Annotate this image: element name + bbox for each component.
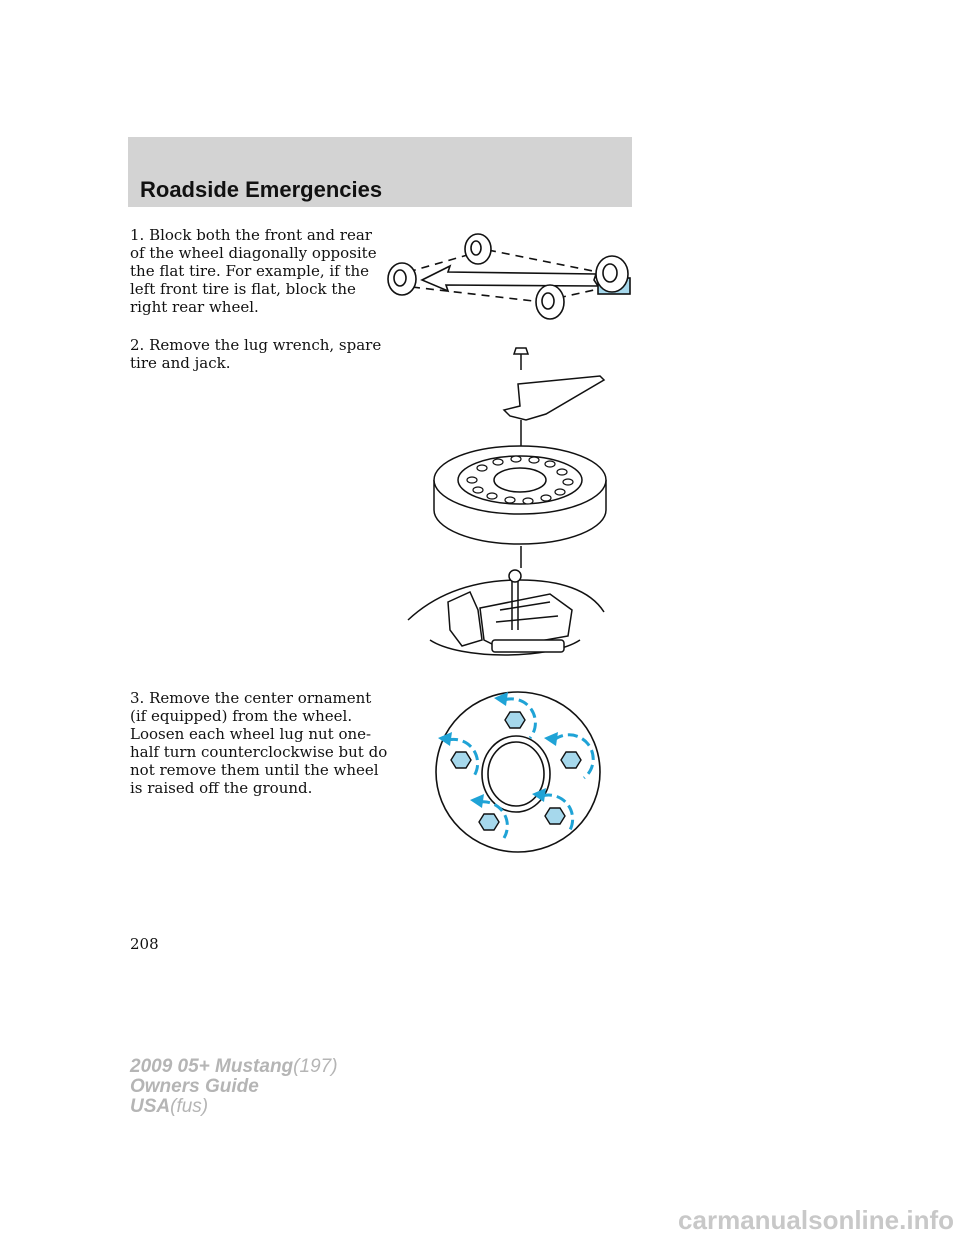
- footer-model: 2009 05+ Mustang: [130, 1056, 294, 1077]
- footer-market: USA: [130, 1096, 171, 1117]
- wheel-lug-nut-illustration: [434, 690, 606, 854]
- step-1-text: 1. Block both the front and rear of the wheel diagonally opposite the flat tire. For example, if the left front tire is flat, block the right rear wheel.: [130, 226, 377, 316]
- footer-guide: Owners Guide: [130, 1076, 259, 1097]
- spare-tire-jack-illustration: [400, 340, 612, 670]
- watermark: carmanualsonline.info: [678, 1205, 954, 1235]
- footer-line-3: [130, 1097, 338, 1117]
- page-number: 208: [130, 935, 159, 953]
- section-header: [128, 137, 632, 207]
- footer-line-2: [130, 1077, 338, 1097]
- document-footer: [130, 1057, 338, 1117]
- step-2-text: 2. Remove the lug wrench, spare tire and jack.: [130, 336, 382, 372]
- footer-line-1: [130, 1057, 338, 1077]
- step-3-text: 3. Remove the center ornament (if equipped) from the wheel. Loosen each wheel lug nut one-half turn counterclockwise but do not remove them until the wheel is raised off the ground.: [130, 689, 388, 797]
- footer-model-code: (197): [293, 1056, 338, 1077]
- footer-market-code: (fus): [170, 1096, 209, 1117]
- wheel-blocking-illustration: [380, 222, 640, 327]
- section-title: Roadside Emergencies: [140, 177, 383, 202]
